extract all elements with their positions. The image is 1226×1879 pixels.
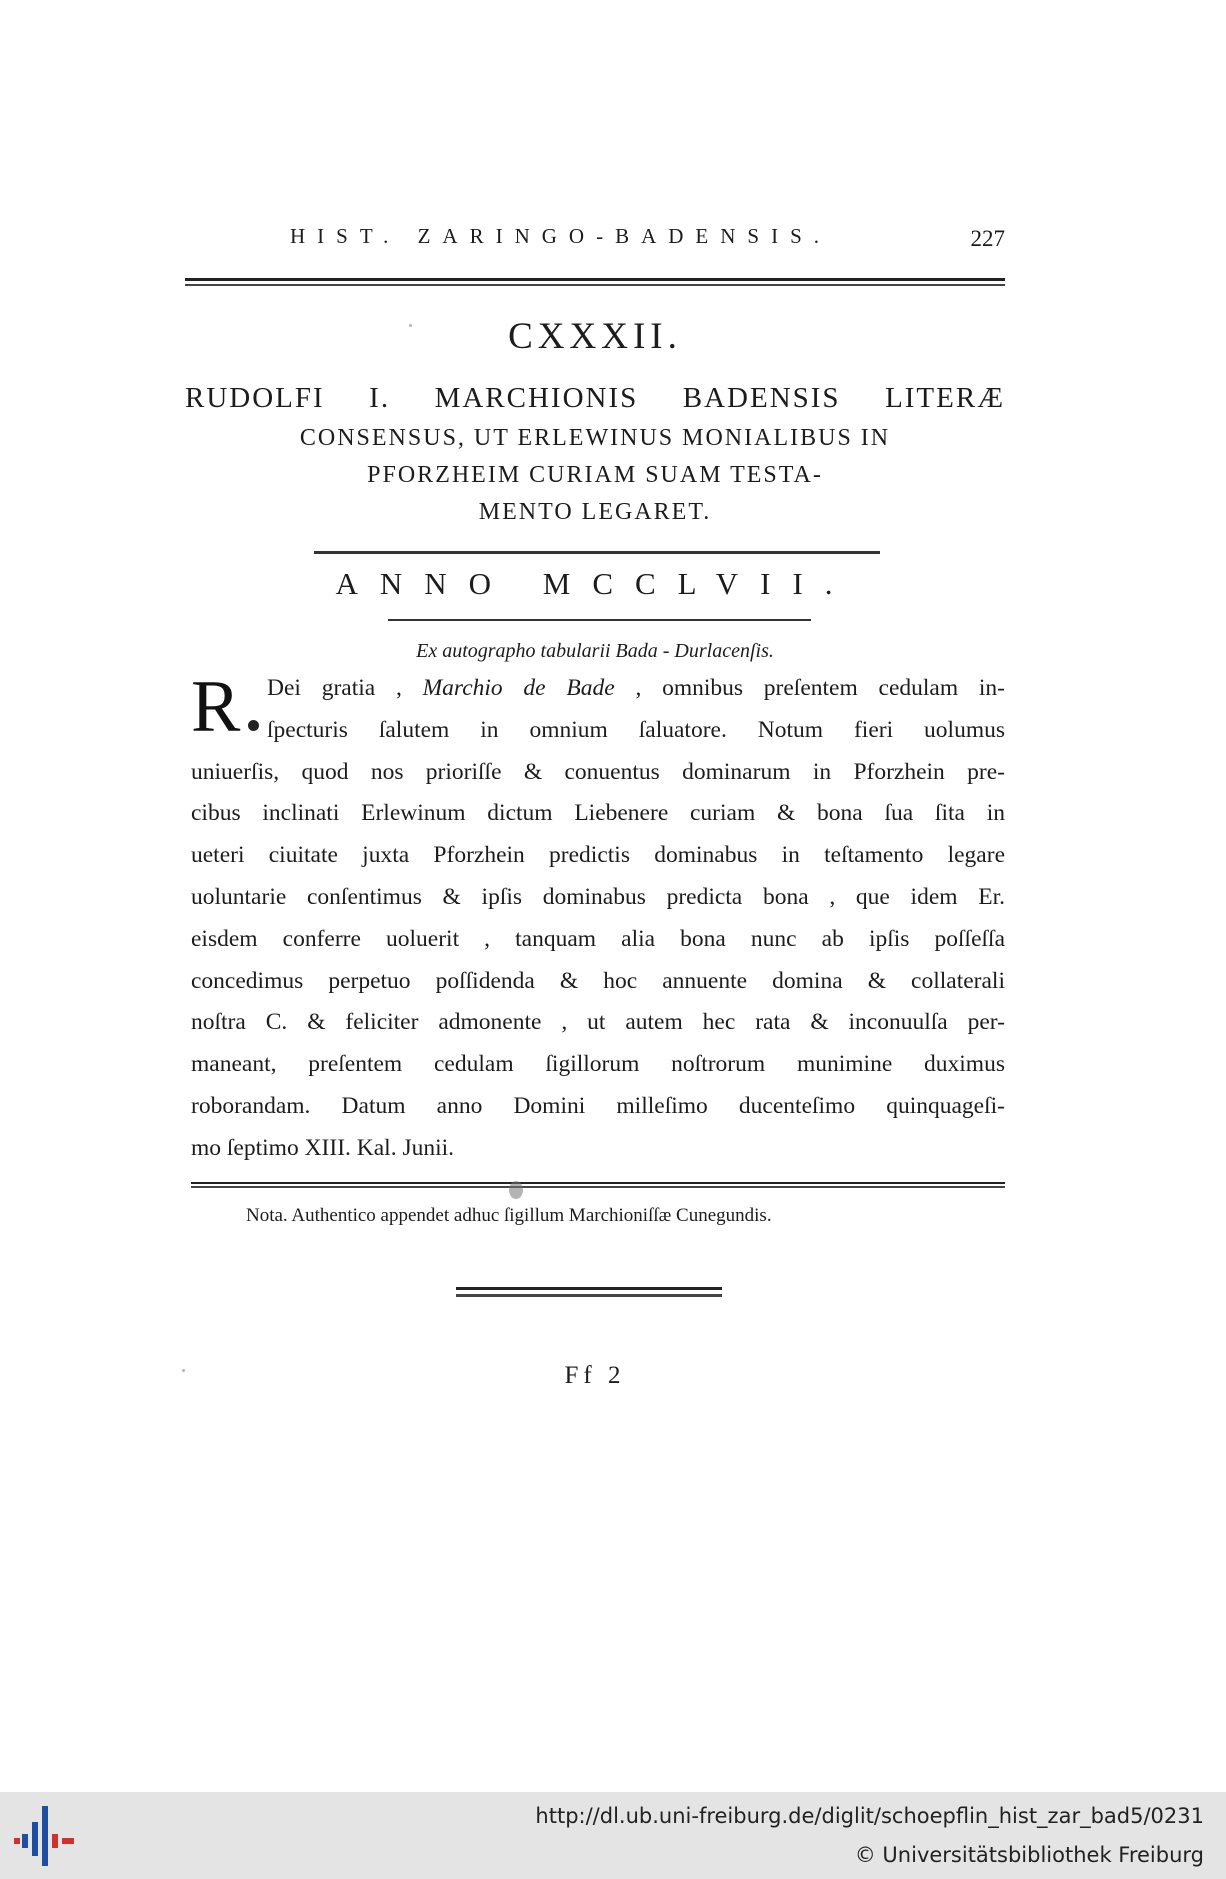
body-line-10: maneant, preſentem cedulam ſigillorum noſtrorum munimine duximus bbox=[191, 1051, 1005, 1078]
document-title-line-3: PFORZHEIM CURIAM SUAM TESTA- bbox=[367, 462, 823, 488]
document-year: ANNO MCCLVII. bbox=[335, 566, 855, 601]
body-line-5: ueteri ciuitate juxta Pforzhein predictis dominabus in teſtamento legare bbox=[191, 842, 1005, 869]
body-line-1-after: , omnibus preſentem cedulam in- bbox=[635, 675, 1005, 701]
signature-mark: Ff 2 bbox=[564, 1362, 626, 1389]
running-head bbox=[185, 224, 1005, 258]
body-line-6: uoluntarie conſentimus & ipſis dominabus predicta bona , que idem Er. bbox=[191, 883, 1005, 910]
footnote: Nota. Authentico appendet adhuc ſigillum Marchioniſſæ Cunegundis. bbox=[246, 1205, 772, 1226]
closing-ornament-rule bbox=[456, 1287, 722, 1297]
body-line-12: mo ſeptimo XIII. Kal. Junii. bbox=[191, 1134, 455, 1161]
body-line-1 bbox=[191, 668, 1005, 710]
document-title-line-1: RUDOLFI I. MARCHIONIS BADENSIS LITERÆ bbox=[185, 382, 1005, 414]
body-line-2: ſpecturis ſalutem in omnium ſaluatore. Notum fieri uolumus bbox=[267, 716, 1005, 743]
paper-speck bbox=[409, 324, 412, 327]
library-footer bbox=[0, 1792, 1226, 1879]
document-title-line-4: MENTO LEGARET. bbox=[478, 499, 712, 525]
body-line-9: noſtra C. & feliciter admonente , ut autem hec rata & inconuulſa per- bbox=[191, 1009, 1005, 1036]
body-line-4: cibus inclinati Erlewinum dictum Liebenere curiam & bona ſua ſita in bbox=[191, 800, 1005, 827]
body-line-1-before: Dei gratia , bbox=[267, 675, 402, 701]
paper-speck bbox=[509, 1181, 523, 1199]
charter-body bbox=[191, 668, 1005, 1170]
body-line-7: eisdem conferre uoluerit , tanquam alia bona nunc ab ipſis poſſeſſa bbox=[191, 925, 1005, 952]
body-line-11: roborandam. Datum anno Domini milleſimo ducenteſimo quinquageſi- bbox=[191, 1092, 1005, 1119]
copyright-notice: © Universitätsbibliothek Freiburg bbox=[854, 1843, 1204, 1867]
source-note: Ex autographo tabularii Bada - Durlacenſis. bbox=[416, 640, 774, 662]
marchio-name: Marchio de Bade bbox=[422, 675, 615, 701]
year-rule bbox=[388, 619, 811, 621]
library-logo-icon bbox=[14, 1804, 78, 1868]
document-title-line-2: CONSENSUS, UT ERLEWINUS MONIALIBUS IN bbox=[299, 425, 891, 451]
header-double-rule bbox=[185, 278, 1005, 286]
source-url[interactable]: http://dl.ub.uni-freiburg.de/diglit/schoepflin_hist_zar_bad5/0231 bbox=[535, 1804, 1204, 1828]
body-line-3: uniuerſis, quod nos prioriſſe & conuentus dominarum in Pforzhein pre- bbox=[191, 758, 1005, 785]
drop-cap: R bbox=[191, 666, 241, 748]
running-title: HIST. ZARINGO-BADENSIS. bbox=[290, 224, 832, 248]
chapter-number: CXXXII. bbox=[508, 316, 682, 357]
body-end-rule bbox=[191, 1182, 1005, 1188]
body-line-8: concedimus perpetuo poſſidenda & hoc annuente domina & collaterali bbox=[191, 967, 1005, 994]
drop-cap-dot bbox=[248, 720, 259, 731]
paper-speck bbox=[182, 1369, 185, 1372]
title-rule bbox=[314, 551, 880, 554]
page-number: 227 bbox=[970, 226, 1005, 251]
